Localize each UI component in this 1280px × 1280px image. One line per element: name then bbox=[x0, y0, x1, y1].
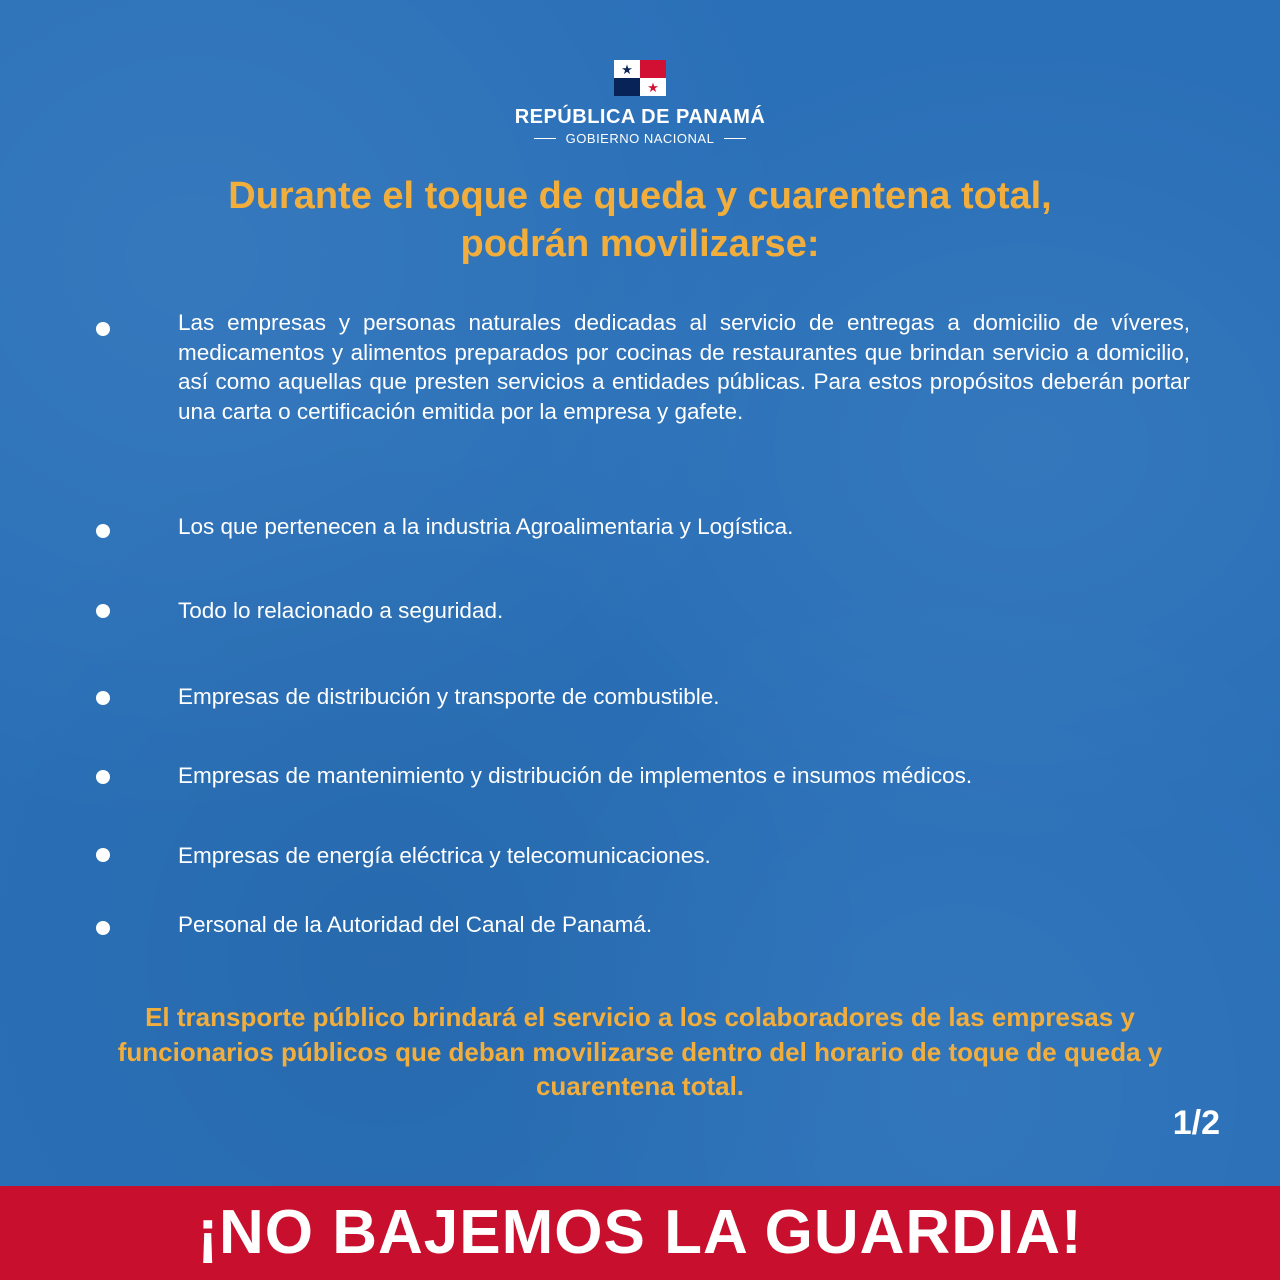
bullet-icon bbox=[96, 848, 110, 862]
list-item-text: Todo lo relacionado a seguridad. bbox=[178, 598, 504, 623]
bullet-icon bbox=[96, 322, 110, 336]
page-indicator: 1/2 bbox=[1172, 1104, 1220, 1142]
bullet-icon bbox=[96, 921, 110, 935]
country-name: REPÚBLICA DE PANAMÁ bbox=[514, 106, 766, 128]
transport-note: El transporte público brindará el servicio a los colaboradores de las empresas y funcionarios públicos que deban movilizarse dentro del horario de toque de queda y cuarentena total. bbox=[117, 1002, 1163, 1101]
bullet-icon bbox=[96, 524, 110, 538]
slogan-banner bbox=[0, 1186, 1280, 1280]
slogan-text: ¡NO BAJEMOS LA GUARDIA! bbox=[197, 1198, 1083, 1267]
bullet-icon bbox=[96, 770, 110, 784]
headline-line-2: podrán movilizarse: bbox=[460, 223, 820, 265]
bullet-icon bbox=[96, 604, 110, 618]
bullet-icon bbox=[96, 691, 110, 705]
list-item-text: Las empresas y personas naturales dedicadas al servicio de entregas a domicilio de víveres, medicamentos y alimentos preparados por cocinas de restaurantes que brindan servicio a domicilio, así como aquellas que presten servicios a entidades públicas. Para estos propósitos deberán portar una carta o certificación emitida por la empresa y gafete. bbox=[178, 310, 1190, 424]
list-item-text: Empresas de mantenimiento y distribución de implementos e insumos médicos. bbox=[178, 763, 973, 788]
list-item-text: Empresas de energía eléctrica y telecomunicaciones. bbox=[178, 843, 711, 868]
list-item-text: Personal de la Autoridad del Canal de Panamá. bbox=[178, 912, 653, 937]
list-item-text: Los que pertenecen a la industria Agroalimentaria y Logística. bbox=[178, 514, 794, 539]
government-label: GOBIERNO NACIONAL bbox=[565, 131, 715, 146]
list-item-text: Empresas de distribución y transporte de combustible. bbox=[178, 684, 720, 709]
headline-line-1: Durante el toque de queda y cuarentena total, bbox=[228, 175, 1052, 217]
